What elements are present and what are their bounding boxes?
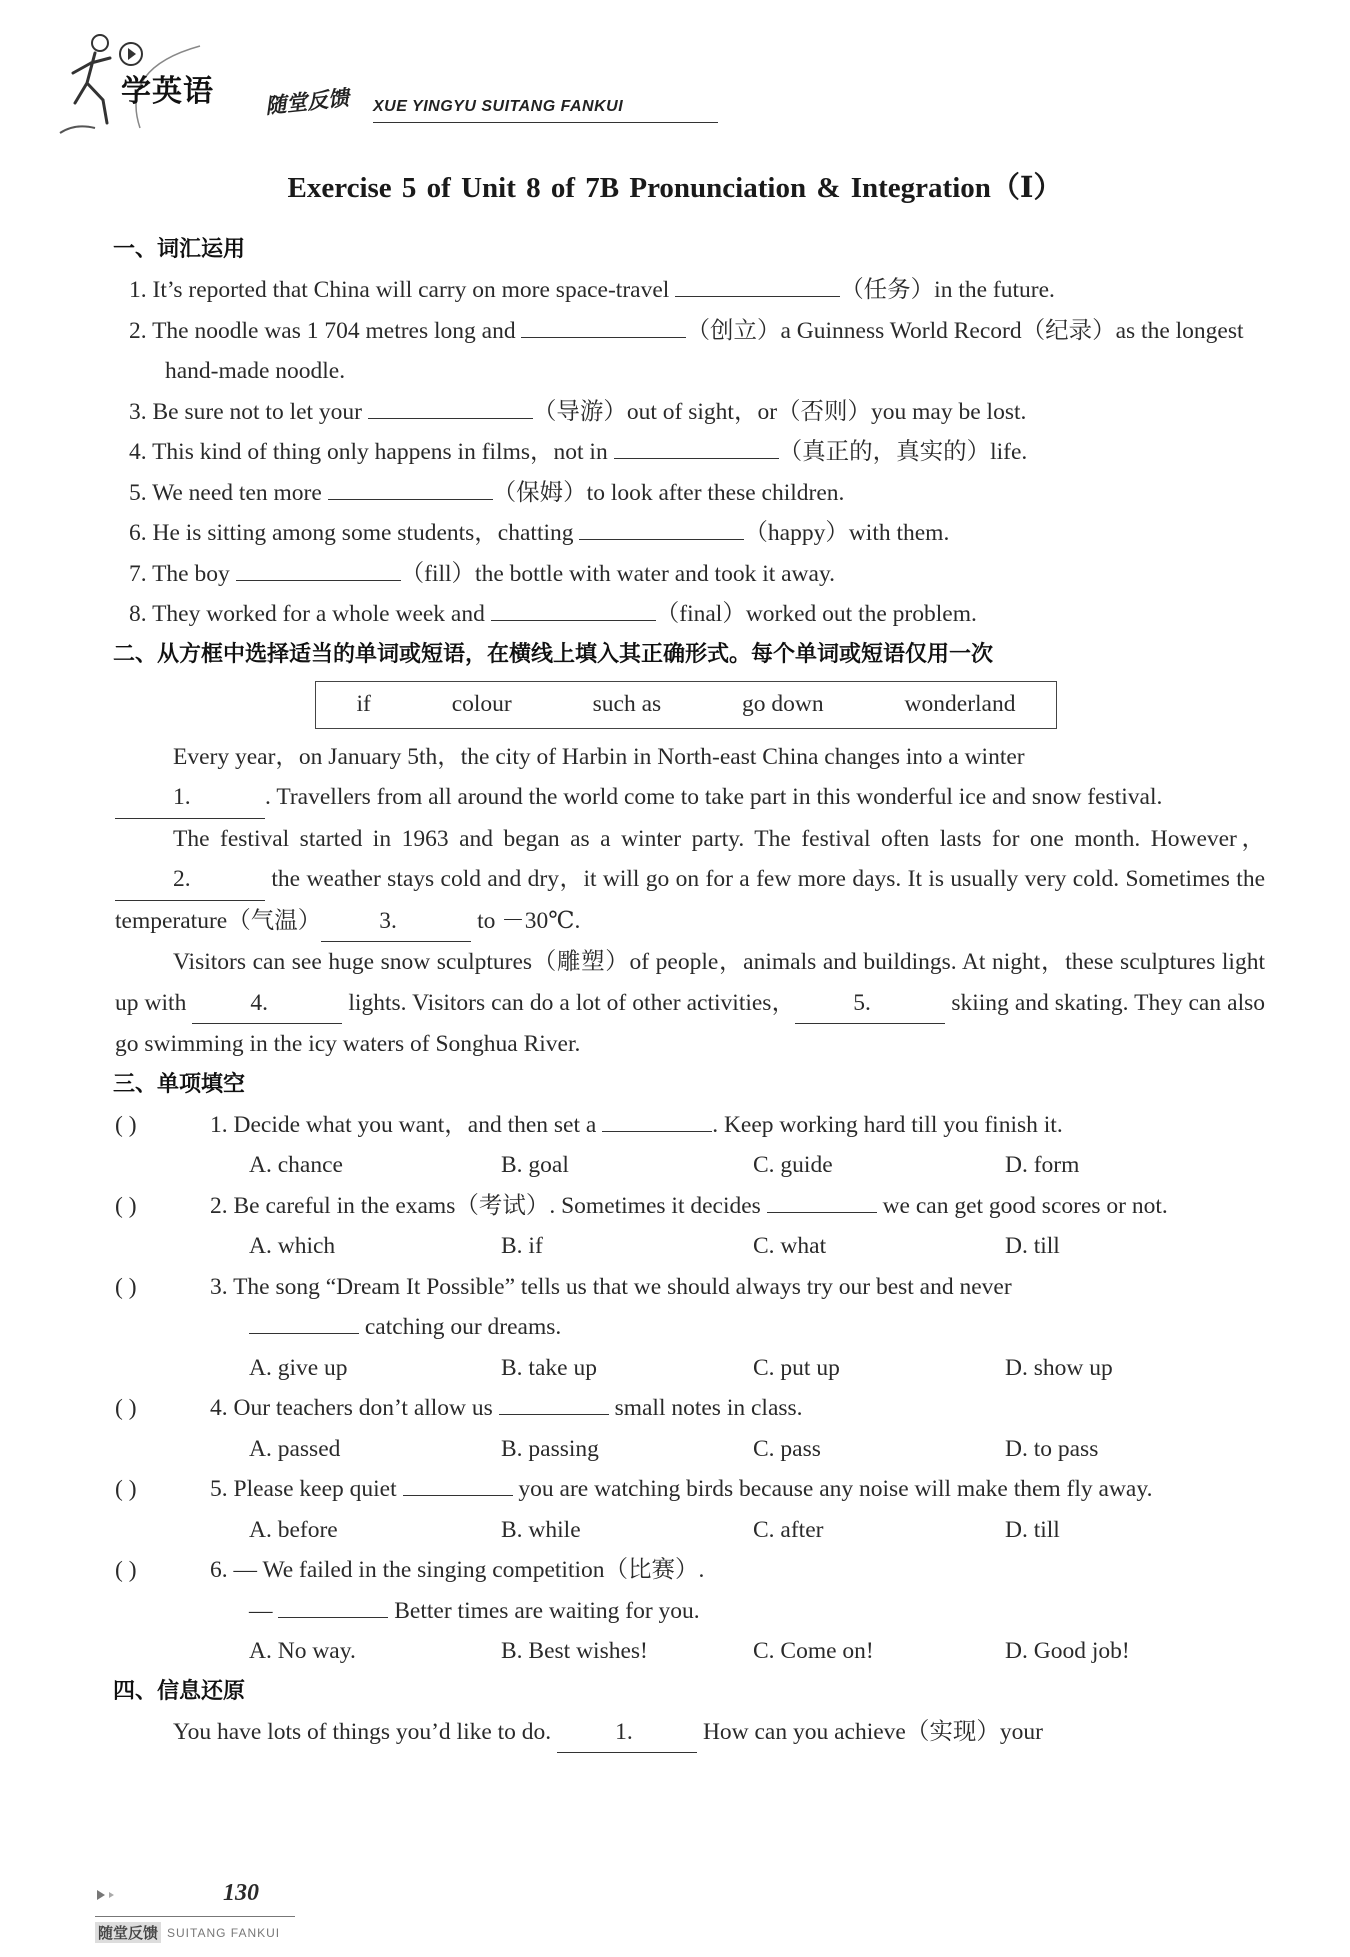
passage-text: . Travellers from all around the world come to take part in this wonderful ice and snow festival. — [265, 784, 1163, 810]
question-text: — — [249, 1597, 279, 1624]
question-text: 3. Be sure not to let your — [129, 398, 368, 425]
mc-options-4 — [115, 1429, 1265, 1470]
passage-text: lights. Visitors can do a lot of other activities， — [342, 989, 796, 1016]
passage-text: How can you achieve（实现）your — [697, 1718, 1043, 1745]
option[interactable]: C. after — [753, 1516, 824, 1543]
mc-options-2 — [115, 1226, 1265, 1267]
option[interactable]: A. before — [249, 1516, 338, 1543]
word-box-item: wonderland — [904, 691, 1016, 718]
header-banner — [55, 28, 675, 138]
passage-text: the weather stays cold and dry，it will go on for a few more days. It is usually very cold. Sometimes the temperature（气温） — [115, 866, 1265, 934]
word-box-item: if — [356, 691, 371, 718]
answer-parentheses[interactable]: ( ) — [115, 1273, 137, 1300]
question-text: 8. They worked for a whole week and — [129, 601, 491, 627]
passage-text: Every year，on January 5th，the city of Harbin in North-east China changes into a winter — [173, 743, 1025, 770]
mc-question-3 — [115, 1267, 1265, 1308]
answer-blank — [403, 1469, 513, 1496]
answer-parentheses[interactable]: ( ) — [115, 1192, 137, 1219]
option[interactable]: D. form — [1005, 1152, 1080, 1178]
passage-paragraph-1 — [115, 737, 1265, 819]
answer-blank — [278, 1591, 388, 1618]
option[interactable]: C. pass — [753, 1435, 821, 1462]
word-box-item: colour — [451, 691, 512, 718]
question-text: 4. This kind of thing only happens in films，not in — [129, 439, 614, 465]
mc-question-1 — [115, 1105, 1265, 1146]
option[interactable]: C. put up — [753, 1354, 840, 1381]
question-text: small notes in class. — [608, 1395, 803, 1421]
option[interactable]: B. passing — [501, 1435, 599, 1462]
worksheet-content — [115, 230, 1265, 1753]
passage-text: skiing and skating. They can also go swimming in the icy waters of Songhua River. — [115, 989, 1265, 1057]
question-text: 2. The noodle was 1 704 metres long and — [129, 317, 522, 344]
passage-blank-5[interactable] — [795, 983, 945, 1025]
answer-blank[interactable] — [675, 270, 840, 297]
vocab-question-8 — [115, 594, 1265, 635]
header-pinyin: XUE YINGYU SUITANG FANKUI — [373, 98, 624, 115]
header-title: 学英语 — [121, 74, 214, 109]
answer-blank[interactable] — [236, 554, 401, 581]
option[interactable]: A. give up — [249, 1354, 348, 1381]
question-text: 3. The song “Dream It Possible” tells us that we should always try our best and never — [210, 1273, 1012, 1300]
option[interactable]: C. Come on! — [753, 1638, 874, 1664]
question-text: we can get good scores or not. — [876, 1192, 1168, 1219]
option[interactable]: D. to pass — [1005, 1435, 1099, 1462]
mc-options-6 — [115, 1631, 1265, 1672]
option[interactable]: C. what — [753, 1233, 827, 1259]
page-number: 130 — [223, 1880, 259, 1906]
question-text: （保姆）to look after these children. — [492, 479, 845, 506]
answer-blank — [767, 1186, 877, 1213]
passage-s4-paragraph-1 — [115, 1712, 1265, 1754]
passage-blank-2[interactable] — [115, 859, 265, 901]
passage-s4-blank-1[interactable] — [557, 1712, 697, 1754]
answer-parentheses[interactable]: ( ) — [115, 1395, 137, 1421]
mc-question-5 — [115, 1469, 1265, 1510]
section-title-single-choice: 三、单项填空 — [113, 1071, 246, 1097]
question-text: 4. Our teachers don’t allow us — [210, 1395, 499, 1421]
passage-blank-1[interactable] — [115, 777, 265, 819]
vocab-question-5 — [115, 473, 1265, 514]
option[interactable]: A. No way. — [249, 1638, 356, 1664]
passage-paragraph-3 — [115, 942, 1265, 1065]
header-subtitle: 随堂反馈 — [264, 85, 351, 119]
page-footer — [95, 1880, 425, 1950]
option[interactable]: B. if — [501, 1233, 543, 1259]
question-text: 1. Decide what you want，and then set a — [210, 1111, 603, 1138]
blank-number: 5. — [853, 989, 871, 1016]
question-text: 6. — We failed in the singing competition（比赛）. — [210, 1557, 705, 1583]
question-text: （final）worked out the problem. — [655, 601, 977, 627]
answer-blank[interactable] — [328, 473, 493, 500]
word-box-item: go down — [742, 691, 824, 718]
blank-number: 4. — [250, 989, 268, 1016]
answer-parentheses[interactable]: ( ) — [115, 1476, 137, 1502]
option[interactable]: A. which — [249, 1233, 336, 1259]
header-rule — [373, 122, 718, 123]
mc-question-4 — [115, 1388, 1265, 1429]
mc-question-2 — [115, 1186, 1265, 1227]
option[interactable]: B. take up — [501, 1354, 597, 1381]
answer-blank — [249, 1307, 359, 1334]
arrow-icon — [95, 1888, 125, 1902]
question-text: 7. The boy — [129, 560, 236, 587]
answer-blank[interactable] — [521, 311, 686, 338]
blank-number: 1. — [615, 1718, 633, 1745]
mc-options-3 — [115, 1348, 1265, 1389]
option[interactable]: C. guide — [753, 1152, 833, 1178]
footer-pinyin: SUITANG FANKUI — [167, 1926, 281, 1940]
word-box-item: such as — [592, 691, 662, 718]
answer-blank[interactable] — [579, 513, 744, 540]
question-text: （创立）a Guinness World Record（纪录）as the longest hand-made noodle. — [165, 317, 1244, 384]
option[interactable]: B. Best wishes! — [501, 1638, 648, 1664]
passage-text: The festival started in 1963 and began as a winter party. The festival often lasts for one month. However， — [173, 825, 1265, 852]
answer-parentheses[interactable]: ( ) — [115, 1111, 137, 1138]
answer-blank[interactable] — [368, 392, 533, 419]
word-box — [315, 681, 1057, 729]
vocab-question-2 — [115, 311, 1265, 392]
question-text: （happy）with them. — [744, 520, 950, 546]
mc-options-5 — [115, 1510, 1265, 1551]
vocab-question-1 — [115, 270, 1265, 311]
mc-options-1 — [115, 1145, 1265, 1186]
passage-text: You have lots of things you’d like to do. — [173, 1718, 558, 1745]
page-title: Exercise 5 of Unit 8 of 7B Pronunciation & Integration（Ⅰ） — [287, 172, 1063, 204]
answer-blank[interactable] — [614, 432, 779, 459]
option[interactable]: D. Good job! — [1005, 1638, 1130, 1664]
passage-blank-4[interactable] — [192, 983, 342, 1025]
question-text: you are watching birds because any noise will make them fly away. — [512, 1476, 1153, 1502]
option[interactable]: D. show up — [1005, 1354, 1113, 1381]
vocab-question-4 — [115, 432, 1265, 473]
mc-question-6-reply — [115, 1591, 1265, 1632]
footer-label: 随堂反馈 — [95, 1922, 161, 1943]
section-title-information-restoration: 四、信息还原 — [113, 1678, 246, 1704]
passage-text: to －30℃. — [471, 907, 581, 934]
mc-question-6 — [115, 1550, 1265, 1591]
question-text: （任务）in the future. — [840, 277, 1055, 303]
mc-question-3-continued — [115, 1307, 1265, 1348]
option[interactable]: D. till — [1005, 1516, 1060, 1543]
answer-blank — [499, 1388, 609, 1415]
answer-blank[interactable] — [491, 594, 656, 621]
passage-paragraph-2 — [115, 819, 1265, 943]
question-text: （导游）out of sight，or（否则）you may be lost. — [532, 398, 1027, 425]
passage-text: Visitors can see huge snow sculptures（雕塑）of people，animals and buildings. At night，these sculptures light up with — [115, 949, 1265, 1016]
option[interactable]: B. while — [501, 1516, 581, 1543]
option[interactable]: B. goal — [501, 1152, 569, 1178]
blank-number: 1. — [173, 784, 191, 810]
vocab-question-3 — [115, 392, 1265, 433]
blank-number: 3. — [379, 907, 397, 934]
question-text: 6. He is sitting among some students，chatting — [129, 520, 580, 546]
blank-number: 2. — [173, 866, 191, 892]
passage-blank-3[interactable] — [321, 901, 471, 943]
question-text: （真正的，真实的）life. — [778, 439, 1028, 465]
question-text: Better times are waiting for you. — [388, 1597, 700, 1624]
option[interactable]: A. passed — [249, 1435, 341, 1462]
question-text: 5. We need ten more — [129, 479, 328, 506]
question-text: 2. Be careful in the exams（考试）. Sometimes it decides — [210, 1192, 767, 1219]
question-text: 5. Please keep quiet — [210, 1476, 403, 1502]
question-text: （fill）the bottle with water and took it away. — [400, 560, 836, 587]
section-title-word-box: 二、从方框中选择适当的单词或短语，在横线上填入其正确形式。每个单词或短语仅用一次 — [113, 641, 994, 667]
vocab-question-7 — [115, 554, 1265, 595]
option[interactable]: A. chance — [249, 1152, 343, 1178]
answer-blank — [602, 1105, 712, 1132]
option[interactable]: D. till — [1005, 1233, 1060, 1259]
section-title-vocabulary: 一、词汇运用 — [113, 237, 246, 262]
question-text: catching our dreams. — [359, 1314, 562, 1340]
answer-parentheses[interactable]: ( ) — [115, 1557, 137, 1583]
vocab-question-6 — [115, 513, 1265, 554]
question-text: . Keep working hard till you finish it. — [712, 1111, 1063, 1138]
question-text: 1. It’s reported that China will carry on more space-travel — [129, 277, 676, 303]
footer-rule — [95, 1916, 295, 1917]
